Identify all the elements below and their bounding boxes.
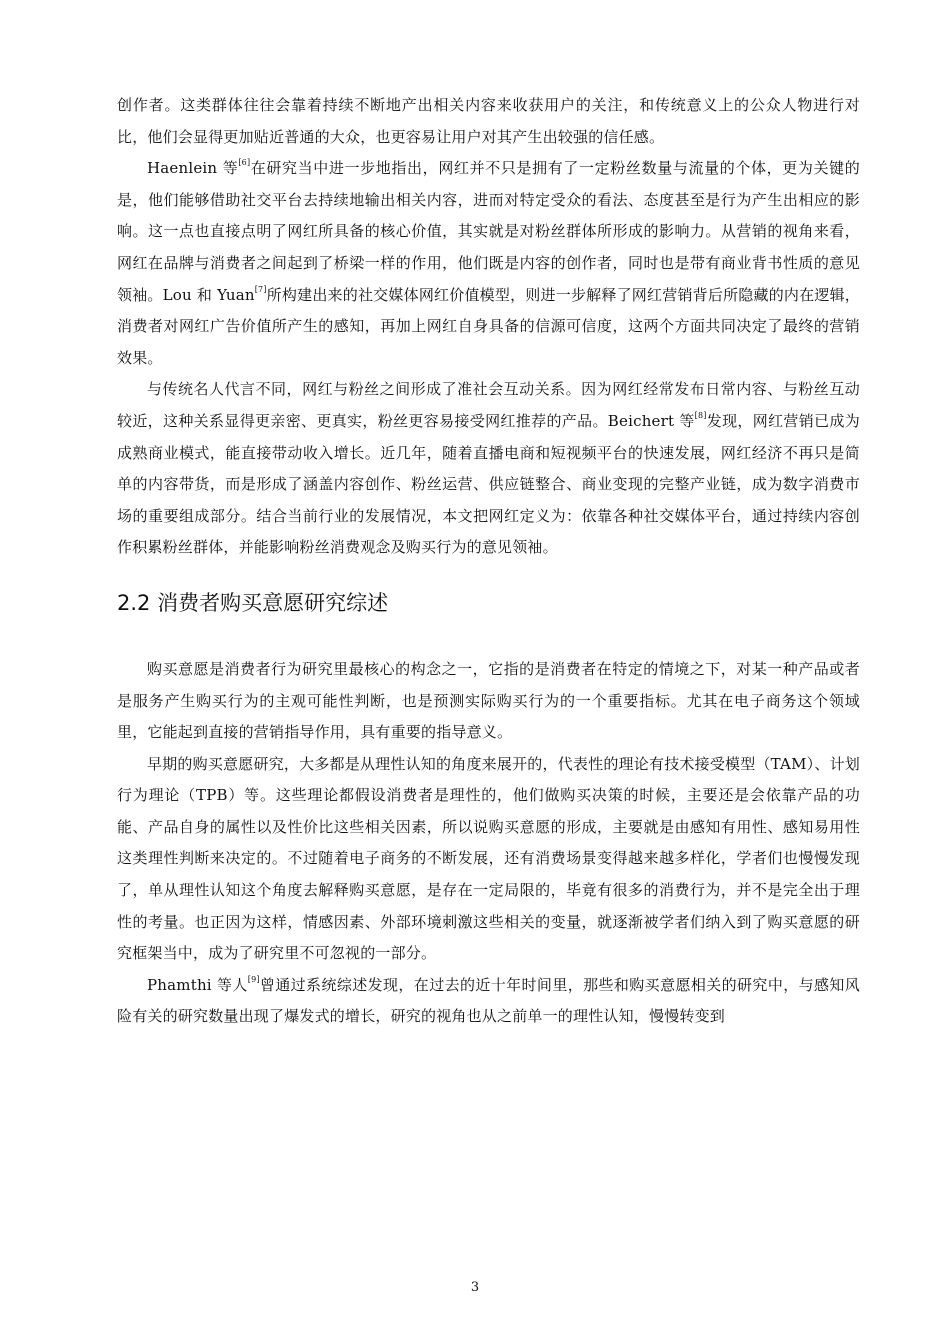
paragraph-text: 与传统名人代言不同，网红与粉丝之间形成了准社会互动关系。因为网红经常发布日常内容、与粉丝互动较近，这种关系显得更亲密、更真实，粉丝更容易接受网红推荐的产品。Beichert 等	[117, 380, 860, 430]
paragraph-text: 发现，网红营销已成为成熟商业模式，能直接带动收入增长。近几年，随着直播电商和短视频平台的快速发展，网红经济不再只是简单的内容带货，而是形成了涵盖内容创作、粉丝运营、供应链整合、商业变现的完整产业链，成为数字消费市场的重要组成部分。结合当前行业的发展情况，本文把网红定义为：依靠各种社交媒体平台，通过持续内容创作积累粉丝群体，并能影响粉丝消费观念及购买行为的意见领袖。	[117, 411, 860, 557]
body-text-bottom	[117, 654, 860, 1033]
paragraph	[117, 374, 860, 564]
citation-marker: [8]	[694, 410, 707, 420]
page-number: 3	[470, 1280, 480, 1295]
paragraph	[117, 90, 860, 153]
paragraph-text: 早期的购买意愿研究，大多都是从理性认知的角度来展开的，代表性的理论有技术接受模型（TAM）、计划行为理论（TPB）等。这些理论都假设消费者是理性的，他们做购买决策的时候，主要还是会依靠产品的功能、产品自身的属性以及性价比这些相关因素，所以说购买意愿的形成，主要就是由感知有用性、感知易用性这类理性判断来决定的。不过随着电子商务的不断发展，还有消费场景变得越来越多样化，学者们也慢慢发现了，单从理性认知这个角度去解释购买意愿，是存在一定局限的，毕竟有很多的消费行为，并不是完全出于理性的考量。也正因为这样，情感因素、外部环境刺激这些相关的变量，就逐渐被学者们纳入到了购买意愿的研究框架当中，成为了研究里不可忽视的一部分。	[117, 754, 860, 963]
paragraph-text: 所构建出来的社交媒体网红价值模型，则进一步解释了网红营销背后所隐藏的内在逻辑，消费者对网红广告价值所产生的感知，再加上网红自身具备的信源可信度，这两个方面共同决定了最终的营销效果。	[117, 285, 860, 367]
citation-marker: [7]	[254, 284, 267, 294]
citation-marker: [6]	[238, 158, 251, 168]
paragraph-text: 创作者。这类群体往往会靠着持续不断地产出相关内容来收获用户的关注，和传统意义上的公众人物进行对比，他们会显得更加贴近普通的大众，也更容易让用户对其产生出较强的信任感。	[117, 96, 860, 146]
paragraph-text: 曾通过系统综述发现，在过去的近十年时间里，那些和购买意愿相关的研究中，与感知风险有关的研究数量出现了爆发式的增长，研究的视角也从之前单一的理性认知，慢慢转变到	[117, 975, 860, 1026]
paragraph	[117, 153, 860, 374]
paragraph-text: Phamthi 等人	[147, 975, 248, 994]
paragraph-text: 购买意愿是消费者行为研究里最核心的构念之一，它指的是消费者在特定的情境之下，对某一种产品或者是服务产生购买行为的主观可能性判断，也是预测实际购买行为的一个重要指标。尤其在电子商务这个领域里，它能起到直接的营销指导作用，具有重要的指导意义。	[117, 659, 860, 742]
section-heading: 2.2 消费者购买意愿研究综述	[117, 590, 389, 615]
paragraph	[117, 970, 860, 1033]
body-text-top	[117, 90, 860, 564]
paragraph-text: 在研究当中进一步地指出，网红并不只是拥有了一定粉丝数量与流量的个体，更为关键的是，他们能够借助社交平台去持续地输出相关内容，进而对特定受众的看法、态度甚至是行为产生出相应的影响。这一点也直接点明了网红所具备的核心价值，其实就是对粉丝群体所形成的影响力。从营销的视角来看，网红在品牌与消费者之间起到了桥梁一样的作用，他们既是内容的创作者，同时也是带有商业背书性质的意见领袖。Lou 和 Yuan	[117, 159, 860, 304]
paragraph-text: Haenlein 等	[147, 159, 239, 178]
page-content	[117, 90, 860, 1033]
citation-marker: [9]	[247, 974, 260, 984]
paragraph	[117, 654, 860, 749]
paragraph	[117, 749, 860, 970]
